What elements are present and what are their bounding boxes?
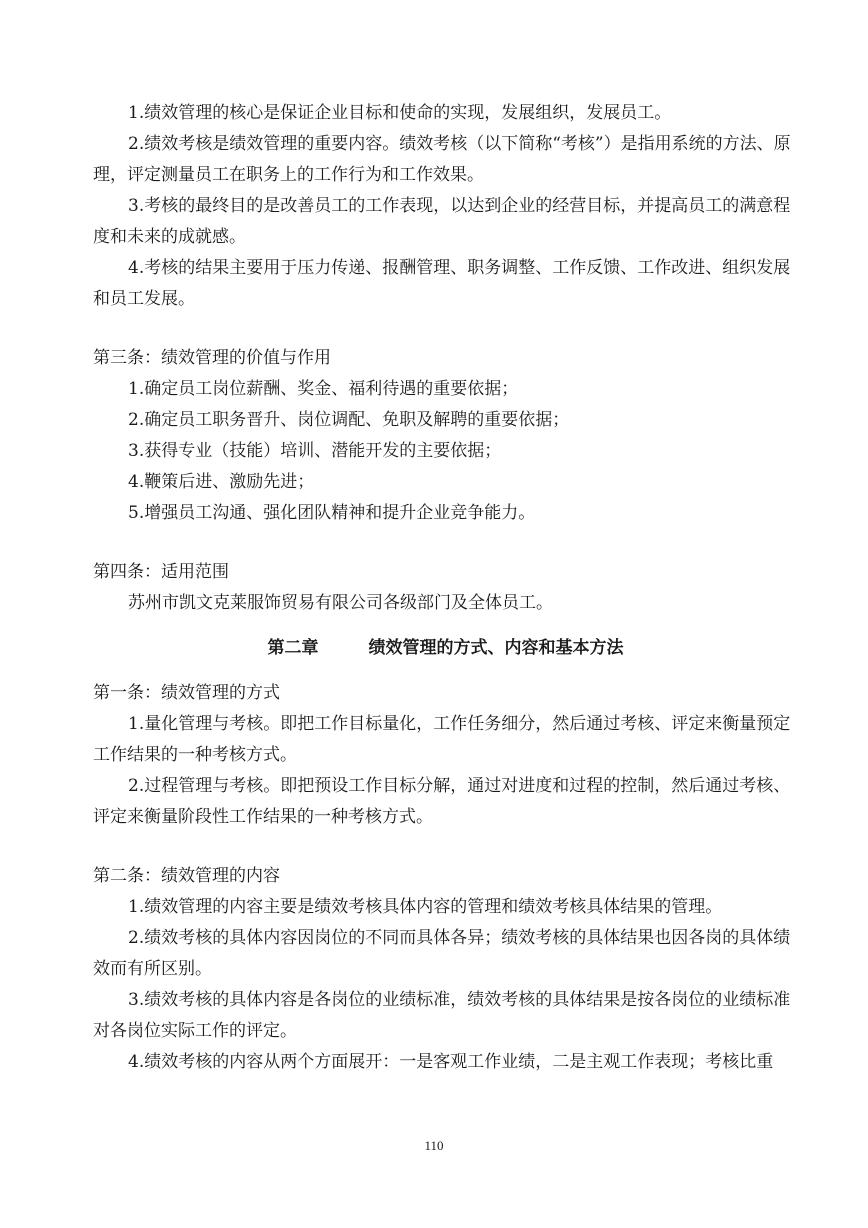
chapter-heading — [93, 633, 798, 664]
spacer — [93, 529, 798, 557]
list-item: 2.确定员工职务晋升、岗位调配、免职及解聘的重要依据； — [128, 410, 570, 430]
paragraph: 4.考核的结果主要用于压力传递、报酬管理、职务调整、工作反馈、工作改进、组织发展和员工发展。 — [93, 258, 791, 309]
list-item: 3.获得专业（技能）培训、潜能开发的主要依据； — [128, 441, 502, 461]
chapter-title: 绩效管理的方式、内容和基本方法 — [368, 638, 624, 658]
paragraph: 4.绩效考核的内容从两个方面展开：一是客观工作业绩，二是主观工作表现；考核比重 — [128, 1052, 774, 1072]
paragraph: 2.绩效考核是绩效管理的重要内容。绩效考核（以下简称“考核”）是指用系统的方法、原理，评定测量员工在职务上的工作行为和工作效果。 — [93, 134, 791, 185]
paragraph: 2.绩效考核的具体内容因岗位的不同而具体各异；绩效考核的具体结果也因各岗的具体绩效而有所区别。 — [93, 928, 791, 979]
list-item: 1.确定员工岗位薪酬、奖金、福利待遇的重要依据； — [128, 379, 519, 399]
paragraph: 3.考核的最终目的是改善员工的工作表现，以达到企业的经营目标，并提高员工的满意程度和未来的成就感。 — [93, 196, 791, 247]
article-heading: 第一条：绩效管理的方式 — [93, 683, 280, 703]
list-item: 4.鞭策后进、激励先进； — [128, 472, 315, 492]
chapter-number: 第二章 — [267, 638, 319, 658]
article-heading: 第三条：绩效管理的价值与作用 — [93, 348, 331, 368]
paragraph: 1.量化管理与考核。即把工作目标量化，工作任务细分，然后通过考核、评定来衡量预定工作结果的一种考核方式。 — [93, 714, 791, 765]
page-number: 110 — [424, 1138, 444, 1153]
article-heading: 第四条：适用范围 — [93, 562, 229, 582]
spacer — [93, 833, 798, 861]
paragraph: 3.绩效考核的具体内容是各岗位的业绩标准，绩效考核的具体结果是按各岗位的业绩标准对各岗位实际工作的评定。 — [93, 990, 791, 1041]
paragraph: 2.过程管理与考核。即把预设工作目标分解，通过对进度和过程的控制，然后通过考核、评定来衡量阶段性工作结果的一种考核方式。 — [93, 776, 791, 827]
paragraph: 苏州市凯文克莱服饰贸易有限公司各级部门及全体员工。 — [128, 593, 553, 613]
paragraph: 1.绩效管理的核心是保证企业目标和使命的实现，发展组织，发展员工。 — [128, 103, 672, 123]
page-content — [93, 98, 798, 1078]
paragraph: 1.绩效管理的内容主要是绩效考核具体内容的管理和绩效考核具体结果的管理。 — [128, 897, 723, 917]
list-item: 5.增强员工沟通、强化团队精神和提升企业竞争能力。 — [128, 503, 536, 523]
article-heading: 第二条：绩效管理的内容 — [93, 866, 280, 886]
spacer — [93, 315, 798, 343]
